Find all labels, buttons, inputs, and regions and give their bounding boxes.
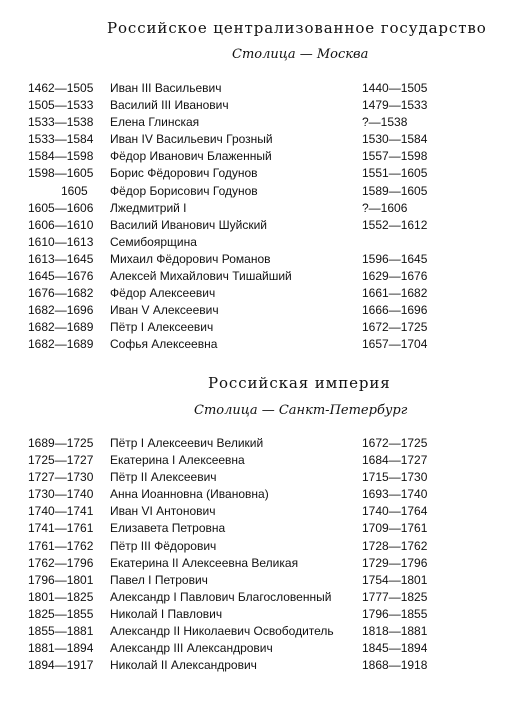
ruler-name: Иван V Алексеевич: [110, 303, 219, 318]
reign-years: 1762—1796: [28, 555, 94, 570]
table-row: [0, 80, 519, 97]
table-row: [0, 302, 519, 319]
life-years: 1589—1605: [362, 183, 428, 198]
table-row: [0, 538, 519, 555]
table-row: [0, 268, 519, 285]
reign-years: 1613—1645: [28, 251, 94, 266]
life-years: ?—1538: [362, 115, 408, 130]
table-row: [0, 435, 519, 452]
ruler-name: Екатерина I Алексеевна: [110, 453, 245, 468]
reign-years: 1606—1610: [28, 217, 94, 232]
life-years: 1661—1682: [362, 286, 428, 301]
table-row: [0, 234, 519, 251]
reign-years: 1645—1676: [28, 269, 94, 284]
reign-years: 1605: [61, 183, 88, 198]
reign-years: 1725—1727: [28, 453, 94, 468]
reign-years: 1610—1613: [28, 234, 94, 249]
table-row: [0, 640, 519, 657]
reign-years: 1730—1740: [28, 487, 94, 502]
table-row: [0, 520, 519, 537]
ruler-name: Александр III Александрович: [110, 641, 273, 656]
table-row: [0, 469, 519, 486]
life-years: 1728—1762: [362, 538, 428, 553]
reign-years: 1462—1505: [28, 81, 94, 95]
table-row: [0, 572, 519, 589]
life-years: 1845—1894: [362, 641, 428, 656]
table-row: [0, 131, 519, 148]
reign-years: 1881—1894: [28, 641, 94, 656]
life-years: 1672—1725: [362, 320, 428, 335]
reign-years: 1855—1881: [28, 624, 94, 639]
ruler-name: Фёдор Алексеевич: [110, 286, 216, 301]
ruler-name: Пётр II Алексеевич: [110, 470, 217, 485]
ruler-name: Лжедмитрий I: [110, 200, 187, 215]
ruler-name: Софья Алексеевна: [110, 337, 218, 352]
ruler-list: [0, 80, 519, 354]
table-row: [0, 486, 519, 503]
life-years: 1777—1825: [362, 589, 428, 604]
ruler-name: Елизавета Петровна: [110, 521, 226, 536]
reign-years: 1894—1917: [28, 658, 94, 673]
reign-years: 1727—1730: [28, 470, 94, 485]
life-years: 1715—1730: [362, 470, 428, 485]
ruler-name: Пётр I Алексеевич: [110, 320, 214, 335]
table-row: [0, 319, 519, 336]
ruler-name: Павел I Петрович: [110, 572, 208, 587]
ruler-name: Михаил Фёдорович Романов: [110, 251, 271, 266]
table-row: [0, 165, 519, 182]
section-subtitle: Столица — Санкт-Петербург: [194, 403, 408, 418]
ruler-name: Пётр III Фёдорович: [110, 538, 217, 553]
section-subtitle: Столица — Москва: [232, 47, 369, 62]
reign-years: 1689—1725: [28, 436, 94, 450]
life-years: 1530—1584: [362, 132, 428, 147]
life-years: 1552—1612: [362, 217, 428, 232]
reign-years: 1676—1682: [28, 286, 94, 301]
table-row: [0, 589, 519, 606]
table-row: [0, 452, 519, 469]
table-row: [0, 200, 519, 217]
ruler-name: Алексей Михайлович Тишайший: [110, 269, 292, 284]
life-years: 1740—1764: [362, 504, 428, 519]
ruler-name: Александр II Николаевич Освободитель: [110, 624, 334, 639]
ruler-name: Фёдор Борисович Годунов: [110, 183, 258, 198]
reign-years: 1605—1606: [28, 200, 94, 215]
table-row: [0, 97, 519, 114]
life-years: ?—1606: [362, 200, 408, 215]
table-row: [0, 336, 519, 353]
life-years: 1479—1533: [362, 98, 428, 113]
life-years: 1557—1598: [362, 149, 428, 164]
section-title: Российское централизованное государство: [107, 19, 487, 37]
life-years: 1796—1855: [362, 606, 428, 621]
reign-years: 1584—1598: [28, 149, 94, 164]
ruler-list: [0, 435, 519, 674]
life-years: 1693—1740: [362, 487, 428, 502]
section-title: Российская империя: [208, 374, 391, 392]
table-row: [0, 503, 519, 520]
life-years: 1440—1505: [362, 81, 428, 95]
life-years: 1684—1727: [362, 453, 428, 468]
reign-years: 1740—1741: [28, 504, 94, 519]
table-row: [0, 285, 519, 302]
life-years: 1754—1801: [362, 572, 428, 587]
reign-years: 1533—1538: [28, 115, 94, 130]
reign-years: 1682—1689: [28, 320, 94, 335]
life-years: 1709—1761: [362, 521, 428, 536]
life-years: 1657—1704: [362, 337, 428, 352]
reign-years: 1761—1762: [28, 538, 94, 553]
ruler-name: Борис Фёдорович Годунов: [110, 166, 258, 181]
ruler-name: Василий III Иванович: [110, 98, 229, 113]
reign-years: 1505—1533: [28, 98, 94, 113]
reign-years: 1801—1825: [28, 589, 94, 604]
life-years: 1729—1796: [362, 555, 428, 570]
life-years: 1868—1918: [362, 658, 428, 673]
ruler-name: Иван III Васильевич: [110, 81, 222, 95]
table-row: [0, 555, 519, 572]
table-row: [0, 183, 519, 200]
reign-years: 1796—1801: [28, 572, 94, 587]
life-years: 1629—1676: [362, 269, 428, 284]
ruler-name: Семибоярщина: [110, 234, 197, 249]
reign-years: 1598—1605: [28, 166, 94, 181]
life-years: 1666—1696: [362, 303, 428, 318]
ruler-name: Николай I Павлович: [110, 606, 223, 621]
table-row: [0, 217, 519, 234]
ruler-name: Екатерина II Алексеевна Великая: [110, 555, 299, 570]
ruler-name: Елена Глинская: [110, 115, 200, 130]
life-years: 1818—1881: [362, 624, 428, 639]
table-row: [0, 623, 519, 640]
ruler-name: Александр I Павлович Благословенный: [110, 589, 332, 604]
ruler-name: Фёдор Иванович Блаженный: [110, 149, 272, 164]
reign-years: 1682—1689: [28, 337, 94, 352]
ruler-name: Анна Иоанновна (Ивановна): [110, 487, 269, 502]
ruler-name: Иван IV Васильевич Грозный: [110, 132, 273, 147]
reign-years: 1741—1761: [28, 521, 94, 536]
table-row: [0, 251, 519, 268]
life-years: 1672—1725: [362, 436, 428, 450]
reign-years: 1533—1584: [28, 132, 94, 147]
reign-years: 1825—1855: [28, 606, 94, 621]
table-row: [0, 114, 519, 131]
ruler-name: Иван VI Антонович: [110, 504, 216, 519]
table-row: [0, 606, 519, 623]
life-years: 1551—1605: [362, 166, 428, 181]
table-row: [0, 148, 519, 165]
ruler-name: Пётр I Алексеевич Великий: [110, 436, 264, 450]
ruler-name: Василий Иванович Шуйский: [110, 217, 267, 232]
reign-years: 1682—1696: [28, 303, 94, 318]
life-years: 1596—1645: [362, 251, 428, 266]
table-row: [0, 657, 519, 674]
ruler-name: Николай II Александрович: [110, 658, 257, 673]
